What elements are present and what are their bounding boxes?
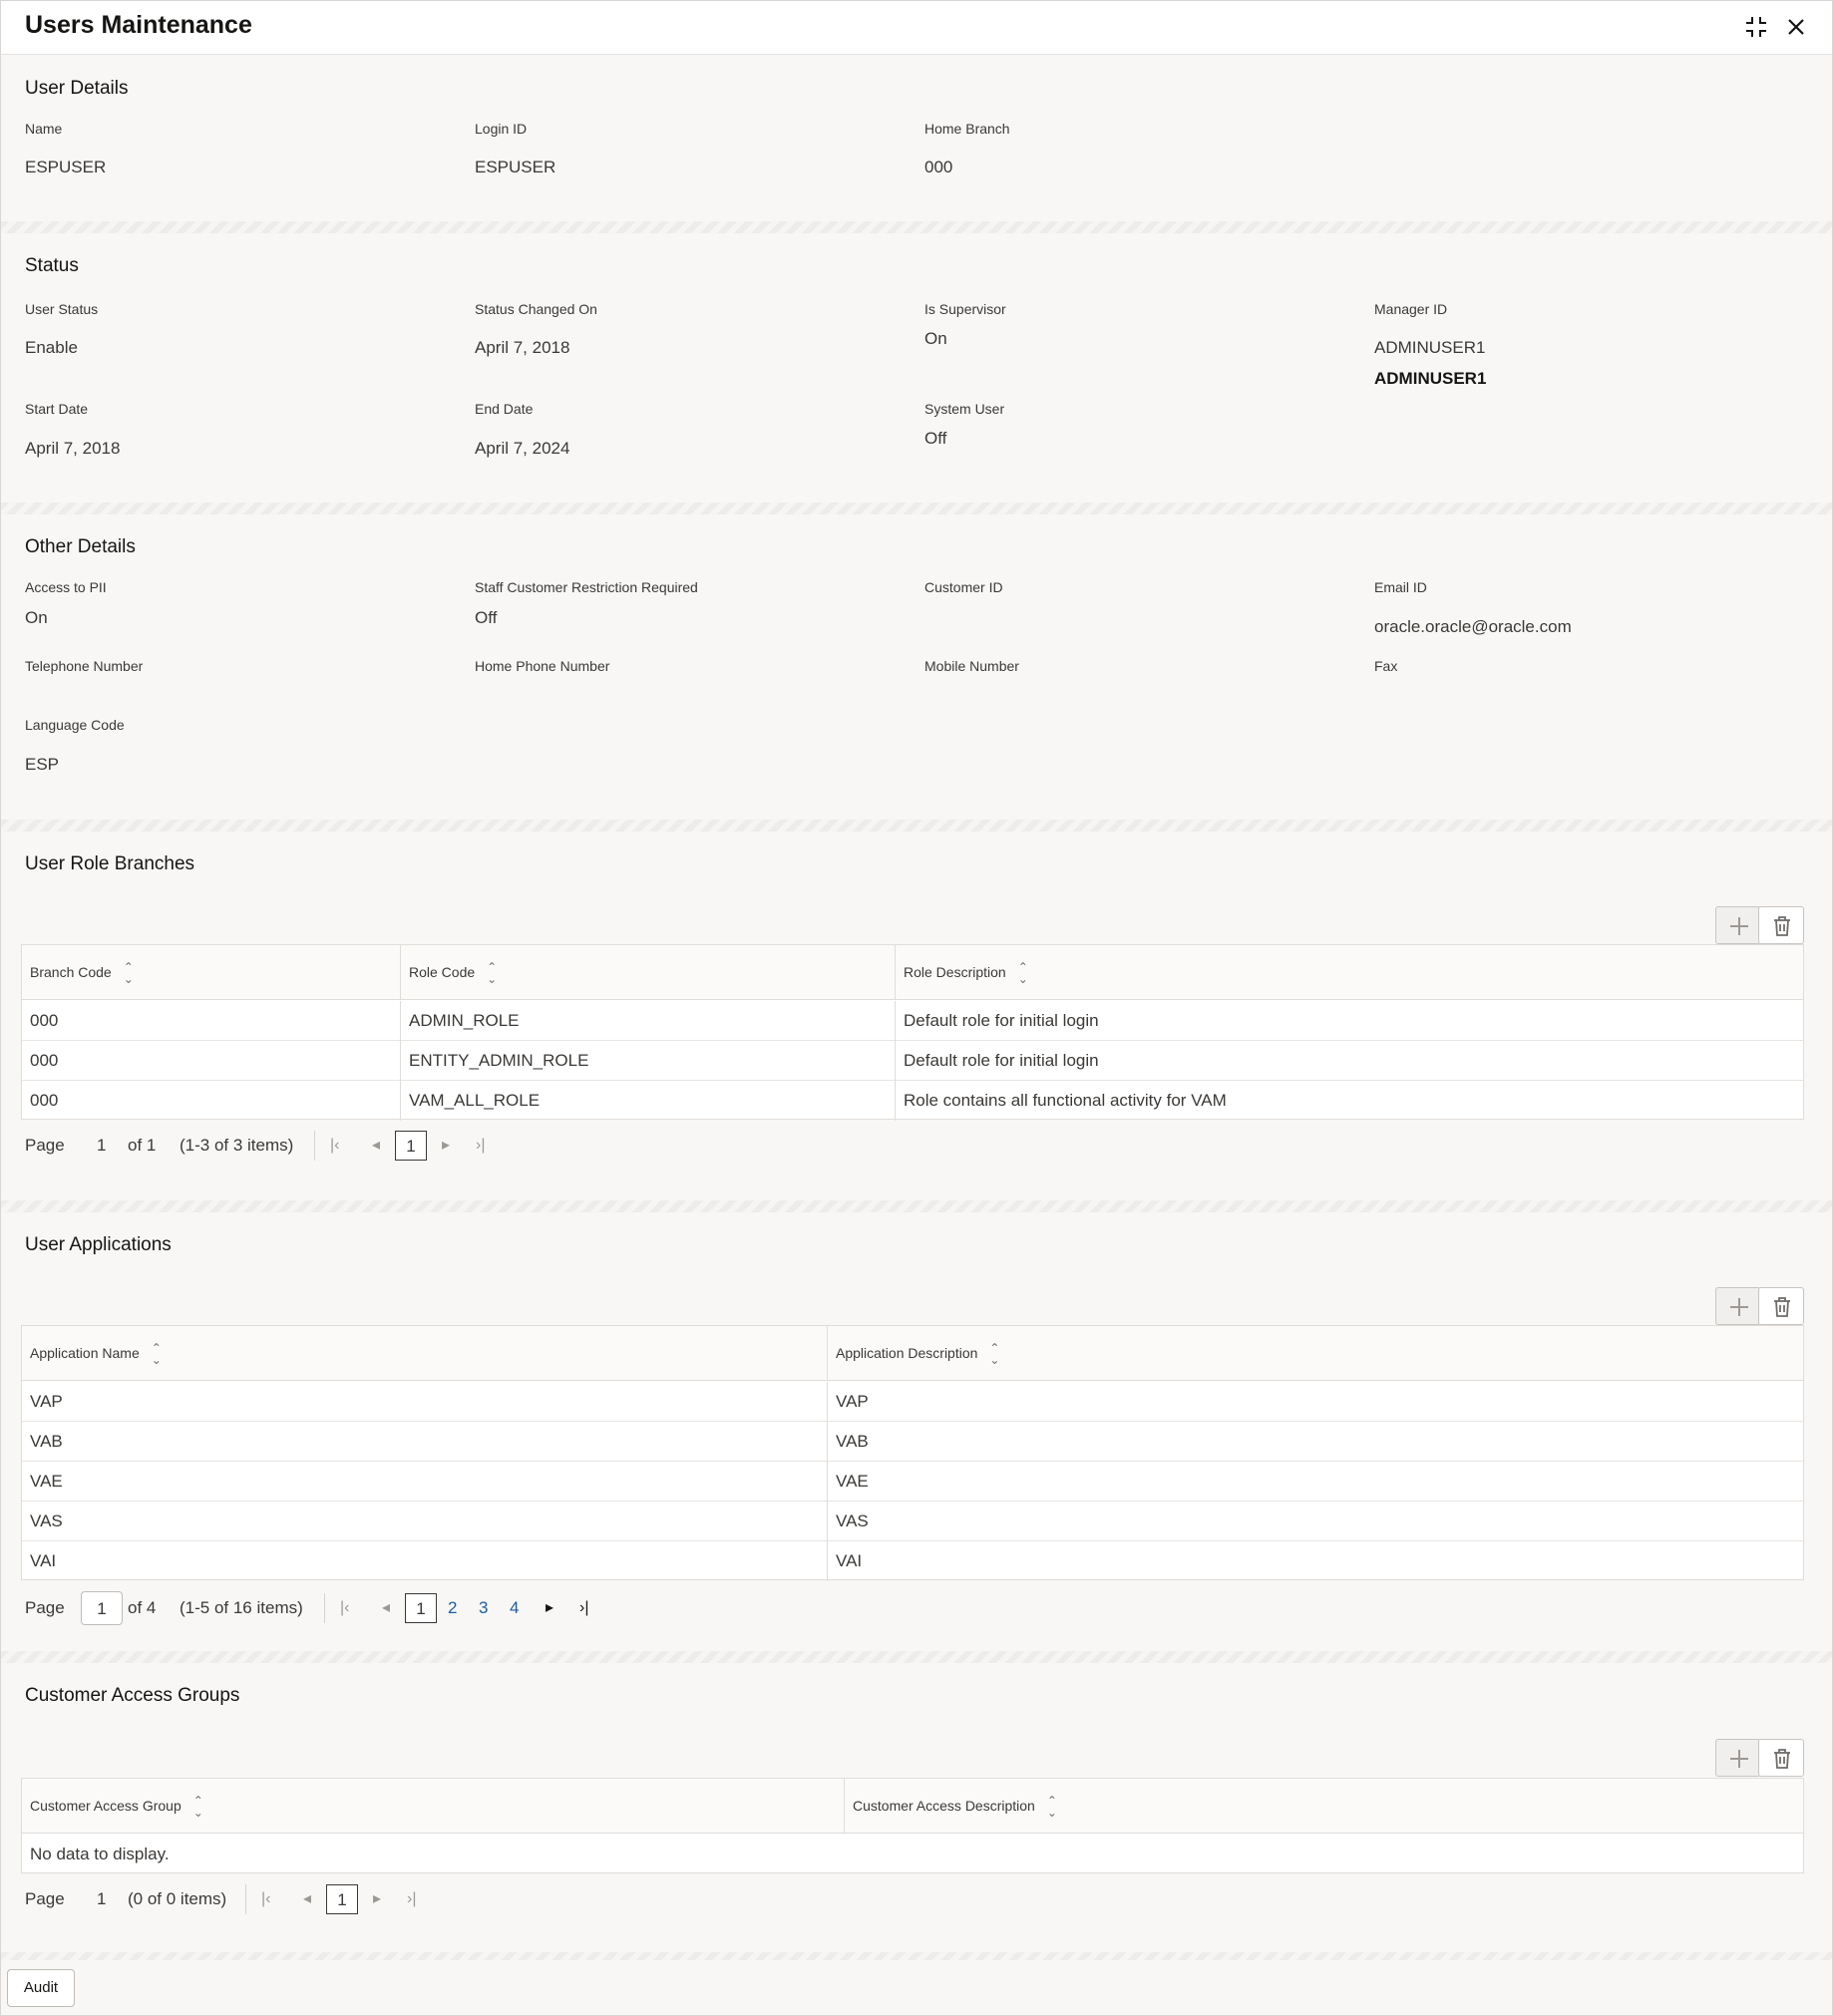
divider (1, 1952, 1833, 1960)
name-value: ESPUSER (25, 158, 107, 176)
mobile-label: Mobile Number (924, 658, 1019, 674)
first-page-icon[interactable]: |‹ (261, 1890, 271, 1907)
email-id-value: oracle.oracle@oracle.com (1374, 617, 1572, 636)
page-link-2[interactable]: 2 (448, 1598, 458, 1617)
table-row[interactable] (22, 1541, 1803, 1581)
table-row[interactable] (22, 1382, 1803, 1422)
cell-application-description: VAP (836, 1392, 869, 1411)
last-page-icon[interactable]: ›| (579, 1599, 589, 1616)
table-row[interactable] (22, 1462, 1803, 1502)
email-id-label: Email ID (1374, 579, 1427, 595)
cell-branch-code: 000 (22, 1081, 401, 1121)
page-number: 1 (97, 1889, 107, 1908)
column-header-application-description[interactable]: Application Description ⌃ ⌄ (836, 1341, 1000, 1368)
page-number: 1 (97, 1136, 107, 1155)
cell-application-description: VAB (836, 1432, 869, 1451)
current-page-button[interactable]: 1 (405, 1593, 437, 1623)
table-row[interactable] (22, 1081, 1803, 1121)
sort-icon: ⌃ ⌄ (151, 1341, 162, 1368)
page-link-3[interactable]: 3 (479, 1598, 489, 1617)
cell-application-name: VAE (22, 1462, 828, 1502)
column-header-branch-code[interactable]: Branch Code ⌃ ⌄ (22, 945, 401, 1000)
section-title: User Details (25, 78, 129, 99)
user-details-section (1, 56, 1824, 221)
status-changed-value: April 7, 2018 (475, 338, 570, 357)
trash-icon (1771, 915, 1793, 937)
cell-role-code: VAM_ALL_ROLE (401, 1081, 896, 1121)
prev-page-icon[interactable]: ◂ (382, 1599, 391, 1616)
last-page-icon[interactable]: ›| (407, 1890, 417, 1907)
user-role-branches-section (1, 832, 1824, 1200)
language-code-label: Language Code (25, 717, 125, 733)
access-pii-label: Access to PII (25, 579, 107, 595)
cell-role-code: ENTITY_ADMIN_ROLE (401, 1041, 896, 1081)
trash-icon (1771, 1748, 1793, 1770)
first-page-icon[interactable]: |‹ (340, 1599, 350, 1616)
divider (1, 1651, 1833, 1663)
item-range: (1-5 of 16 items) (180, 1598, 303, 1617)
table-row[interactable] (22, 1041, 1803, 1081)
sort-icon: ⌃ ⌄ (1017, 960, 1028, 987)
start-date-label: Start Date (25, 401, 89, 417)
language-code-value: ESP (25, 755, 60, 774)
manager-id-label: Manager ID (1374, 301, 1448, 317)
close-icon[interactable] (1782, 13, 1810, 41)
fax-label: Fax (1374, 658, 1398, 674)
section-title: User Applications (25, 1234, 172, 1255)
trash-icon (1771, 1296, 1793, 1318)
cell-role-code: ADMIN_ROLE (401, 1001, 896, 1041)
current-page-button[interactable]: 1 (326, 1884, 358, 1914)
column-header-customer-access-group[interactable]: Customer Access Group ⌃ ⌄ (22, 1779, 845, 1834)
system-user-value: Off (924, 429, 947, 448)
divider (324, 1593, 325, 1623)
delete-button[interactable] (1758, 906, 1804, 944)
cell-application-description: VAI (836, 1551, 863, 1570)
customer-id-label: Customer ID (924, 579, 1003, 595)
divider (1, 1200, 1833, 1212)
column-header-application-name[interactable]: Application Name ⌃ ⌄ (22, 1326, 828, 1381)
sort-icon: ⌃ ⌄ (123, 960, 134, 987)
cell-role-description: Role contains all functional activity for VAM (904, 1091, 1227, 1110)
plus-icon (1728, 1296, 1750, 1318)
page-label: Page (25, 1889, 65, 1908)
login-id-value: ESPUSER (475, 158, 556, 176)
cell-application-description: VAS (836, 1512, 869, 1530)
table-header (22, 945, 1803, 1000)
current-page-button[interactable]: 1 (395, 1131, 427, 1161)
pagination (25, 1126, 823, 1166)
access-pii-value: On (25, 608, 48, 627)
delete-button[interactable] (1758, 1739, 1804, 1777)
next-page-icon[interactable]: ▸ (546, 1599, 554, 1616)
section-title: Customer Access Groups (25, 1685, 240, 1706)
manager-id-value: ADMINUSER1 (1374, 338, 1486, 357)
page-count: of 4 (128, 1598, 157, 1617)
cell-application-description: VAE (836, 1472, 869, 1491)
page-label: Page (25, 1136, 65, 1155)
status-changed-label: Status Changed On (475, 301, 597, 317)
divider (245, 1884, 246, 1914)
title-bar (1, 1, 1832, 55)
page-link-4[interactable]: 4 (510, 1598, 520, 1617)
first-page-icon[interactable]: |‹ (330, 1137, 340, 1154)
home-branch-value: 000 (924, 158, 953, 176)
sort-icon: ⌃ ⌄ (1046, 1794, 1057, 1821)
staff-restriction-value: Off (475, 608, 498, 627)
system-user-label: System User (924, 401, 1005, 417)
add-button[interactable] (1715, 906, 1761, 944)
empty-row (22, 1835, 1803, 1874)
divider (314, 1131, 315, 1161)
next-page-icon[interactable]: ▸ (442, 1137, 451, 1154)
manager-id-selected: ADMINUSER1 (1374, 369, 1487, 388)
cell-application-name: VAP (22, 1382, 828, 1422)
column-header-role-code[interactable]: Role Code ⌃ ⌄ (401, 945, 896, 1000)
sort-icon: ⌃ ⌄ (989, 1341, 1000, 1368)
section-title: Status (25, 255, 79, 276)
collapse-icon[interactable] (1742, 13, 1770, 41)
login-id-label: Login ID (475, 121, 528, 137)
delete-button[interactable] (1758, 1287, 1804, 1325)
user-status-label: User Status (25, 301, 99, 317)
page-input[interactable]: 1 (81, 1591, 123, 1625)
name-label: Name (25, 121, 63, 137)
section-title: User Role Branches (25, 853, 195, 874)
role-branches-table (21, 944, 1804, 1120)
cell-role-description: Default role for initial login (904, 1051, 1099, 1070)
pagination (25, 1879, 823, 1919)
add-button[interactable] (1715, 1739, 1761, 1777)
applications-table (21, 1325, 1804, 1580)
start-date-value: April 7, 2018 (25, 439, 121, 458)
pagination (25, 1588, 823, 1628)
column-header-role-description[interactable]: Role Description ⌃ ⌄ (904, 960, 1028, 987)
table-row[interactable] (22, 1001, 1803, 1041)
user-status-value: Enable (25, 338, 78, 357)
cell-branch-code: 000 (22, 1001, 401, 1041)
access-groups-table (21, 1778, 1804, 1873)
customer-access-groups-section (1, 1663, 1824, 1952)
divider (1, 820, 1833, 832)
last-page-icon[interactable]: ›| (476, 1137, 486, 1154)
prev-page-icon[interactable]: ◂ (303, 1890, 312, 1907)
prev-page-icon[interactable]: ◂ (372, 1137, 381, 1154)
sort-icon: ⌃ ⌄ (192, 1794, 203, 1821)
page-count: of 1 (128, 1136, 157, 1155)
home-branch-label: Home Branch (924, 121, 1010, 137)
section-title: Other Details (25, 536, 136, 557)
divider (1, 221, 1833, 233)
plus-icon (1728, 1748, 1750, 1770)
sort-icon: ⌃ ⌄ (487, 960, 498, 987)
user-applications-section (1, 1212, 1824, 1651)
next-page-icon[interactable]: ▸ (373, 1890, 382, 1907)
column-header-customer-access-description[interactable]: Customer Access Description ⌃ ⌄ (853, 1794, 1057, 1821)
page-label: Page (25, 1598, 65, 1617)
other-details-section (1, 514, 1824, 820)
home-phone-label: Home Phone Number (475, 658, 610, 674)
cell-branch-code: 000 (22, 1041, 401, 1081)
no-data-message: No data to display. (30, 1845, 170, 1863)
end-date-value: April 7, 2024 (475, 439, 570, 458)
cell-application-name: VAI (22, 1541, 828, 1581)
window-title: Users Maintenance (25, 11, 252, 39)
staff-restriction-label: Staff Customer Restriction Required (475, 579, 698, 595)
is-supervisor-label: Is Supervisor (924, 301, 1006, 317)
table-header (22, 1779, 1803, 1834)
is-supervisor-value: On (924, 329, 947, 348)
audit-button[interactable]: Audit (7, 1969, 75, 2007)
item-range: (1-3 of 3 items) (180, 1136, 294, 1155)
status-section (1, 233, 1824, 503)
cell-application-name: VAB (22, 1422, 828, 1462)
cell-role-description: Default role for initial login (904, 1011, 1099, 1030)
cell-application-name: VAS (22, 1502, 828, 1541)
divider (1, 503, 1833, 514)
table-header (22, 1326, 1803, 1381)
telephone-label: Telephone Number (25, 658, 144, 674)
add-button[interactable] (1715, 1287, 1761, 1325)
table-row[interactable] (22, 1422, 1803, 1462)
item-range: (0 of 0 items) (128, 1889, 227, 1908)
table-row[interactable] (22, 1502, 1803, 1541)
end-date-label: End Date (475, 401, 534, 417)
